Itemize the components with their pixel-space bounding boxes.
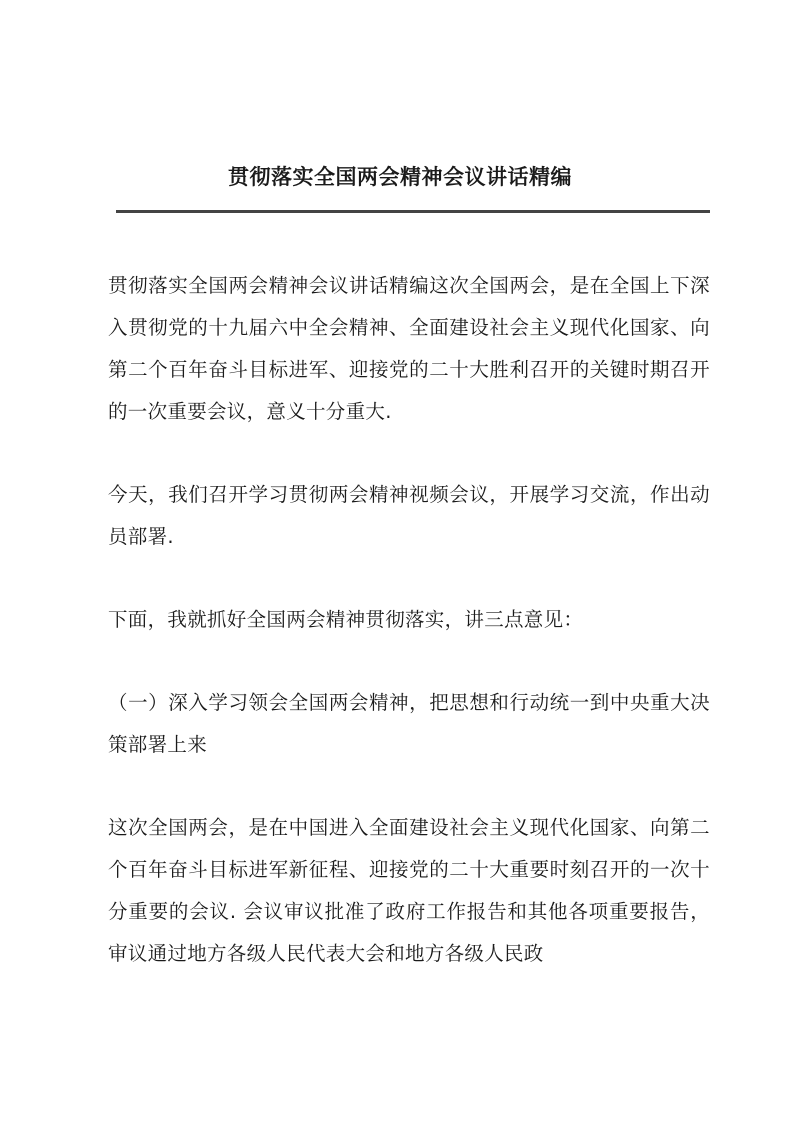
paragraph-session: 这次全国两会，是在中国进入全面建设社会主义现代化国家、向第二个百年奋斗目标进军新征程、迎接党的二十大重要时刻召开的一次十分重要的会议. 会议审议批准了政府工作报告和其他各项重要报告，审议通过地方各级人民代表大会和地方各级人民政: [108, 816, 710, 965]
paragraph-intro: 贯彻落实全国两会精神会议讲话精编这次全国两会，是在全国上下深入贯彻党的十九届六中全会精神、全面建设社会主义现代化国家、向第二个百年奋斗目标进军、迎接党的二十大胜利召开的关键时期召开的一次重要会议，意义十分重大.: [108, 274, 710, 423]
document-title: 贯彻落实全国两会精神会议讲话精编: [228, 164, 572, 189]
document-body: [108, 265, 710, 1016]
paragraph-three-points: 下面，我就抓好全国两会精神贯彻落实，讲三点意见：: [108, 608, 584, 631]
section-heading-1: （一）深入学习领会全国两会精神，把思想和行动统一到中央重大决策部署上来: [108, 691, 710, 756]
title-underline: [116, 210, 710, 213]
paragraph-today: 今天，我们召开学习贯彻两会精神视频会议，开展学习交流，作出动员部署.: [108, 483, 710, 548]
